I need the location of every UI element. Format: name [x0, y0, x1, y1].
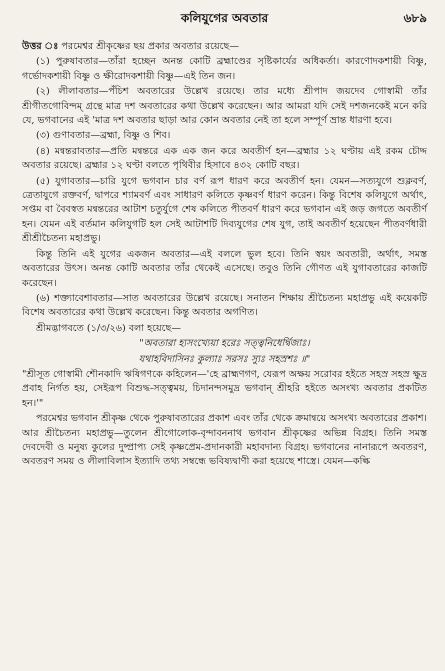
answer-label: উত্তর ঃ [22, 41, 59, 52]
paragraph-closing: পরমেশ্বর ভগবান শ্রীকৃষ্ণ থেকে পুরুষাবতারের প্রকাশ এবং তাঁর থেকে ক্রমান্বয়ে অসংখ্য অবতারের প্রকাশ। আর শ্রীচৈতন্য মহাপ্রভু—তুলেন শ্রীগোলোক-বৃন্দাবননাথ ভগবান শ্রীকৃষ্ণের অভিন্ন বিগ্রহ। তিনি সমস্ত দেবদেবী ও মনুষ্য কুলের দুষ্প্রাপ্য সেই কৃষ্ণপ্রেম-প্রদানকারী মহাবদান্য বিগ্রহ। ভগবানের নানারূপে অবতরণ, অবতরণ সময় ও লীলাবিলাস ইত্যাদি তথ্য সম্বন্ধে ভবিষ্যদ্বাণী করা হয়েছে শাস্ত্রে। যেমন—কল্কি [22, 413, 427, 468]
paragraph-yuga-avatar: (৫) যুগাবতার—চারি যুগে ভগবান চার বর্ণ রূপ ধারণ করে অবতীর্ণ হন। যেমন—সত্যযুগে শুক্লবর্ণ, ত্রেতাযুগে রক্তবর্ণ, দ্বাপরে শ্যামবর্ণ এবং সাধারণ কলিতে কৃষ্ণবর্ণ ধারণ করেন। কিন্তু বিশেষ কলিযুগে অর্থাৎ, সপ্তম বা বৈবস্বত মন্বন্তরের আটাশ চতুর্যুগে শেষ কলিতে পীতবর্ণ ধারণ করে ভগবান এই জড় জগতে অবতীর্ণ হন। যেমন এই বর্তমান কলিযুগটি হল সেই আটাশটি দিব্যযুগের শেষ যুগ, তাই অবতীর্ণ হয়েছেন পীতবর্ণধারী শ্রীশ্রীচৈতন্য মহাপ্রভু। [22, 175, 427, 245]
verse-line-2: যথাহবিদাসিনঃ কুল্যাঃ সরসঃ স্যুঃ সহস্রশঃ ॥" [138, 353, 311, 365]
paragraph-answer-intro [22, 40, 427, 54]
page-number: ৬৮৯ [403, 11, 427, 25]
page-body [22, 40, 427, 470]
paragraph-bhagavatam-reference: শ্রীমদ্ভাগবতে (১/৩/২৬) বলা হয়েছে— [36, 322, 181, 334]
paragraph-verse-translation: "শ্রীসূত গোস্বামী শৌনকাদি ঋষিগণকে কহিলেন—'হে ব্রাহ্মণগণ, যেরূপ অক্ষয় সরোবর হইতে সহস্র সহস্র ক্ষুদ্র প্রবাহ নির্গত হয়, সেইরূপ বিশুদ্ধ-সত্ত্বময়, চিদানন্দসমুদ্র ভগবান্‌ শ্রীহরি হইতে অসংখ্য অবতার প্রকটিত হন।'" [22, 368, 427, 409]
paragraph-shaktyavesha-avatar: (৬) শক্ত্যাবেশাবতার—সাত অবতারের উল্লেখ রয়েছে। সনাতন শিক্ষায় শ্রীচৈতন্য মহাপ্রভু এই কয়েকটি বিশেষ অবতারের কথা উল্লেখ করেছেন। কিন্তু অবতার অগণিত। [22, 292, 427, 319]
paragraph-source-of-avatars: কিন্তু তিনি এই যুগের একজন অবতার—এই বললে ভুল হবে। তিনি স্বয়ং অবতারী, অর্থাৎ, সমস্ত অবতারের উৎস। অনন্ত কোটি অবতার তাঁর থেকেই এসেছে। তবুও তিনি গৌণত এই যুগাবতারের কাজটি করেছেন। [22, 248, 427, 289]
paragraph-purusha-avatar: (১) পুরুষাবতার—তাঁরা হচ্ছেন অনন্ত কোটি ব্রহ্মাণ্ডের সৃষ্টিকার্যের অধিকর্তা। কারণোদকশায়ী বিষ্ণু, গর্ভোদকশায়ী বিষ্ণু ও ক্ষীরোদকশায়ী বিষ্ণু—এই তিন জন। [22, 56, 427, 82]
running-header [22, 10, 427, 32]
verse-line-1: "অবতারা হ্যসংখ্যেয়া হরেঃ সত্ত্বনিধের্দ্বিজাঃ। [139, 338, 310, 350]
paragraph-manvantara-avatar: (৪) মন্বন্তরাবতার—প্রতি মন্বন্তরে এক এক জন করে অবতীর্ণ হন—ব্রহ্মার ১২ ঘণ্টায় এই রকম চৌদ্দ অবতার রয়েছে। ব্রহ্মার ১২ ঘণ্টা বলতে পৃথিবীর হিসাবে ৪৩২ কোটি বছর। [22, 145, 427, 172]
answer-intro-text: পরমেশ্বর শ্রীকৃষ্ণের ছয় প্রকার অবতার রয়েছে— [58, 41, 239, 52]
paragraph-lila-avatar: (২) লীলাবতার—পঁচিশ অবতারের উল্লেখ রয়েছে। তার মধ্যে শ্রীপাদ জয়দেব গোস্বামী তাঁর শ্রীগীতগোবিন্দম্‌ গ্রন্থে মাত্র দশ অবতারের কথা উল্লেখ করেছেন। আর আমরা যদি সেই দশজনকেই মনে করি যে, ভগবানের এই 'মাত্র দশ অবতার ছাড়া আর কোন অবতার নেই তা হলে সম্পূর্ণ ভ্রান্ত ধারণা হবে। [22, 86, 427, 127]
chapter-title: কলিযুগের অবতার [180, 11, 269, 25]
paragraph-guna-avatar: (৩) গুণাবতার—ব্রহ্মা, বিষ্ণু ও শিব। [36, 130, 171, 142]
